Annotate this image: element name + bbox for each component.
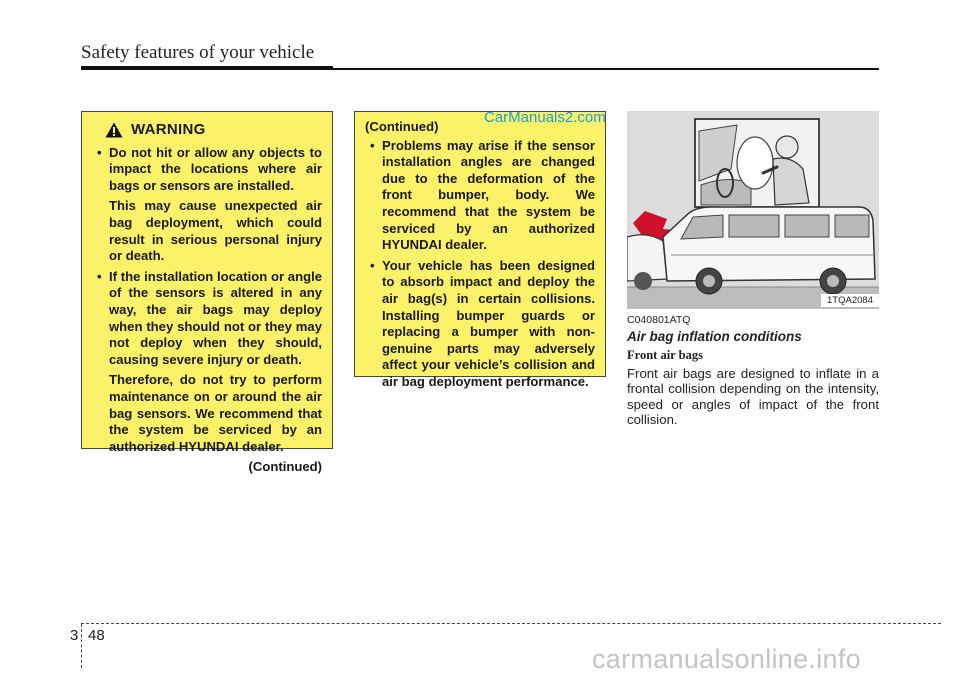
bullet-dot-icon: •: [370, 137, 375, 153]
warning-bullet: [365, 258, 595, 391]
continued-label: (Continued): [365, 119, 439, 134]
header-rule-thick: [81, 66, 333, 70]
continued-label: (Continued): [248, 459, 322, 475]
site-watermark[interactable]: CarManuals2.com: [484, 109, 606, 126]
bullet-text: If the installation location or angle of the sensors is altered in any way, the air bags may deploy when they should not or they may not deploy when they should, causing severe injury or death.: [109, 268, 322, 367]
reference-code: C040801ATQ: [627, 314, 691, 326]
header-rule-thin: [333, 68, 879, 70]
warning-bullet: [92, 145, 322, 195]
warning-box-2: [354, 111, 606, 389]
bullet-dot-icon: •: [370, 257, 375, 273]
bullet-text: Your vehicle has been designed to absorb impact and deploy the air bag(s) in certain collisions. Installing bumper guards or replacing a bumper with non-genuine parts may adversely affect your vehicle’s collision and air bag deployment performance.: [382, 257, 595, 389]
bullet-dot-icon: •: [97, 268, 102, 284]
collision-illustration: [627, 111, 879, 309]
warning-bullet: [365, 138, 595, 254]
airbag-collision-drawing: [627, 111, 879, 309]
bullet-extra-text: Therefore, do not try to perform maintenance on or around the air bag sensors. We recommend that the system be serviced by an authorized HYUNDAI dealer.: [109, 372, 322, 454]
footer-vertical-divider: [81, 624, 82, 668]
bullet-text: Problems may arise if the sensor installation angles are changed due to the deformation of the front bumper, body. We recommend that the system be serviced by an authorized HYUNDAI dealer.: [382, 137, 595, 253]
section-title: Air bag inflation conditions: [627, 329, 802, 344]
bullet-text: Do not hit or allow any objects to impact the locations where air bags or sensors are installed.: [109, 144, 322, 193]
illustration-code: 1TQA2084: [821, 294, 879, 307]
sub-title: Front air bags: [627, 348, 703, 362]
bullet-extra-text: This may cause unexpected air bag deployment, which could result in serious personal injury or death.: [109, 198, 322, 264]
footer-dashed-rule: [81, 623, 941, 624]
page-number: 48: [88, 627, 105, 644]
chapter-number: 3: [70, 627, 79, 644]
warning-title: WARNING: [131, 121, 206, 138]
warning-box-1: [81, 111, 333, 475]
warning-header: [105, 122, 322, 139]
warning-bullet: [92, 269, 322, 369]
footer-watermark[interactable]: carmanualsonline.info: [592, 644, 861, 674]
warning-triangle-icon: [105, 122, 123, 138]
page-header-title: Safety features of your vehicle: [81, 42, 315, 63]
bullet-dot-icon: •: [97, 144, 102, 160]
body-paragraph: Front air bags are designed to inflate in a frontal collision depending on the intensity, speed or angles of impact of the front collision.: [627, 366, 879, 428]
